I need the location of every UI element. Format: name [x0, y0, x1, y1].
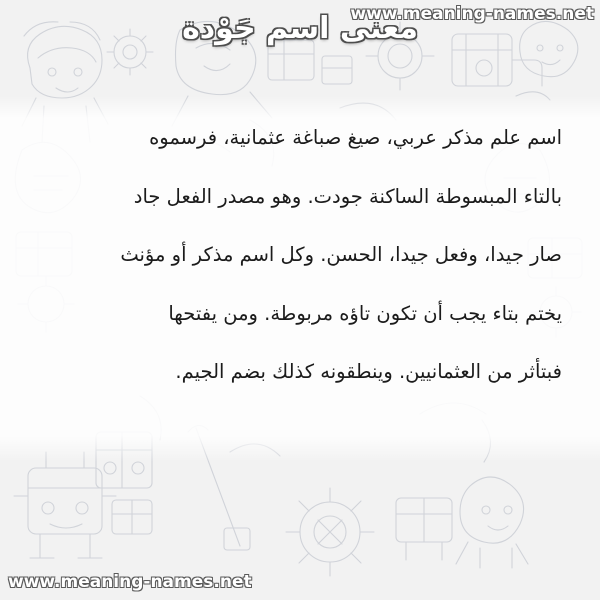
watermark-bottom-left: www.meaning-names.net — [8, 572, 252, 592]
definition-line: يختم بتاء يجب أن تكون تاؤه مربوطة. ومن يفتحها — [168, 301, 562, 325]
definition-line: صار جيدا، وفعل جيدا، الحسن. وكل اسم مذكر أو مؤنث — [120, 243, 562, 266]
definition-line: اسم علم مذكر عربي، صيغ صباغة عثمانية، فرسموه — [149, 126, 562, 149]
watermark-top-right: www.meaning-names.net — [350, 4, 594, 24]
page-title: معنى اسم جَوْدة — [182, 10, 418, 46]
definition-line: فبتأثر من العثمانيين. وينطقونه كذلك بضم الجيم. — [175, 360, 562, 383]
definition-line: بالتاء المبسوطة الساكنة جودت. وهو مصدر الفعل جاد — [133, 184, 562, 208]
definition-text — [38, 128, 562, 382]
